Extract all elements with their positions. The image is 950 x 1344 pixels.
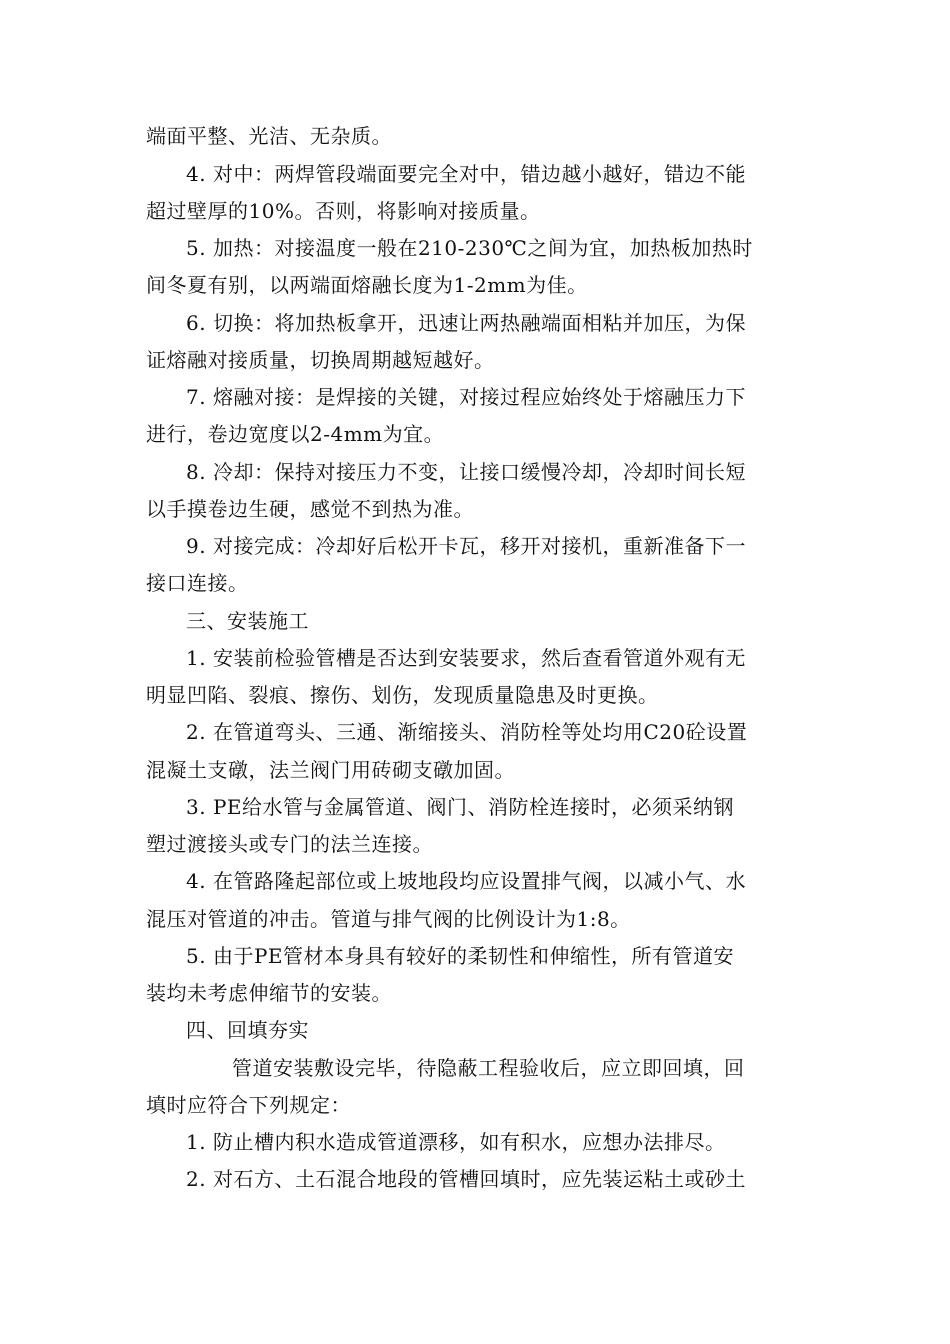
text-line: 2. 在管道弯头、三通、渐缩接头、消防栓等处均用C20砼设置 xyxy=(186,720,748,744)
text-line: 9. 对接完成：冷却好后松开卡瓦，移开对接机，重新准备下一 xyxy=(186,534,746,558)
text-line: 塑过渡接头或专门的法兰连接。 xyxy=(146,832,433,856)
text-line: 明显凹陷、裂痕、擦伤、划伤，发现质量隐患及时更换。 xyxy=(146,683,659,707)
text-line: 证熔融对接质量，切换周期越短越好。 xyxy=(146,348,495,372)
text-line: 装均未考虑伸缩节的安装。 xyxy=(146,981,392,1005)
text-line: 以手摸卷边生硬，感觉不到热为准。 xyxy=(146,497,474,521)
text-line: 混凝土支礅，法兰阀门用砖砌支礅加固。 xyxy=(146,758,515,782)
text-line: 混压对管道的冲击。管道与排气阀的比例设计为1:8。 xyxy=(146,907,631,931)
text-line: 2. 对石方、土石混合地段的管槽回填时，应先装运粘土或砂土 xyxy=(186,1167,746,1191)
text-line: 4. 对中：两焊管段端面要完全对中，错边越小越好，错边不能 xyxy=(186,162,746,186)
text-line: 5. 由于PE管材本身具有较好的柔韧性和伸缩性，所有管道安 xyxy=(186,944,734,968)
text-line: 7. 熔融对接：是焊接的关键，对接过程应始终处于熔融压力下 xyxy=(186,385,746,409)
section-heading: 三、安装施工 xyxy=(186,609,309,633)
text-line: 填时应符合下列规定： xyxy=(146,1093,351,1117)
text-line: 接口连接。 xyxy=(146,571,249,595)
text-line: 6. 切换：将加热板拿开，迅速让两热融端面相粘并加压，为保 xyxy=(186,311,746,335)
text-line: 超过壁厚的10%。否则，将影响对接质量。 xyxy=(146,199,541,223)
text-line: 端面平整、光洁、无杂质。 xyxy=(146,124,392,148)
text-line: 间冬夏有别，以两端面熔融长度为1-2mm为佳。 xyxy=(146,273,588,297)
text-line: 1. 防止槽内积水造成管道漂移，如有积水，应想办法排尽。 xyxy=(186,1130,726,1154)
section-heading: 四、回填夯实 xyxy=(186,1018,309,1042)
text-line: 4. 在管路隆起部位或上坡地段均应设置排气阀，以减小气、水 xyxy=(186,869,746,893)
text-line: 管道安装敷设完毕，待隐蔽工程验收后，应立即回填，回 xyxy=(232,1056,745,1080)
text-line: 进行，卷边宽度以2-4mm为宜。 xyxy=(146,422,445,446)
text-line: 8. 冷却：保持对接压力不变，让接口缓慢冷却，冷却时间长短 xyxy=(186,460,746,484)
text-line: 1. 安装前检验管槽是否达到安装要求，然后查看管道外观有无 xyxy=(186,646,746,670)
text-line: 5. 加热：对接温度一般在210-230℃之间为宜，加热板加热时 xyxy=(186,236,753,260)
text-line: 3. PE给水管与金属管道、阀门、消防栓连接时，必须采纳钢 xyxy=(186,795,734,819)
